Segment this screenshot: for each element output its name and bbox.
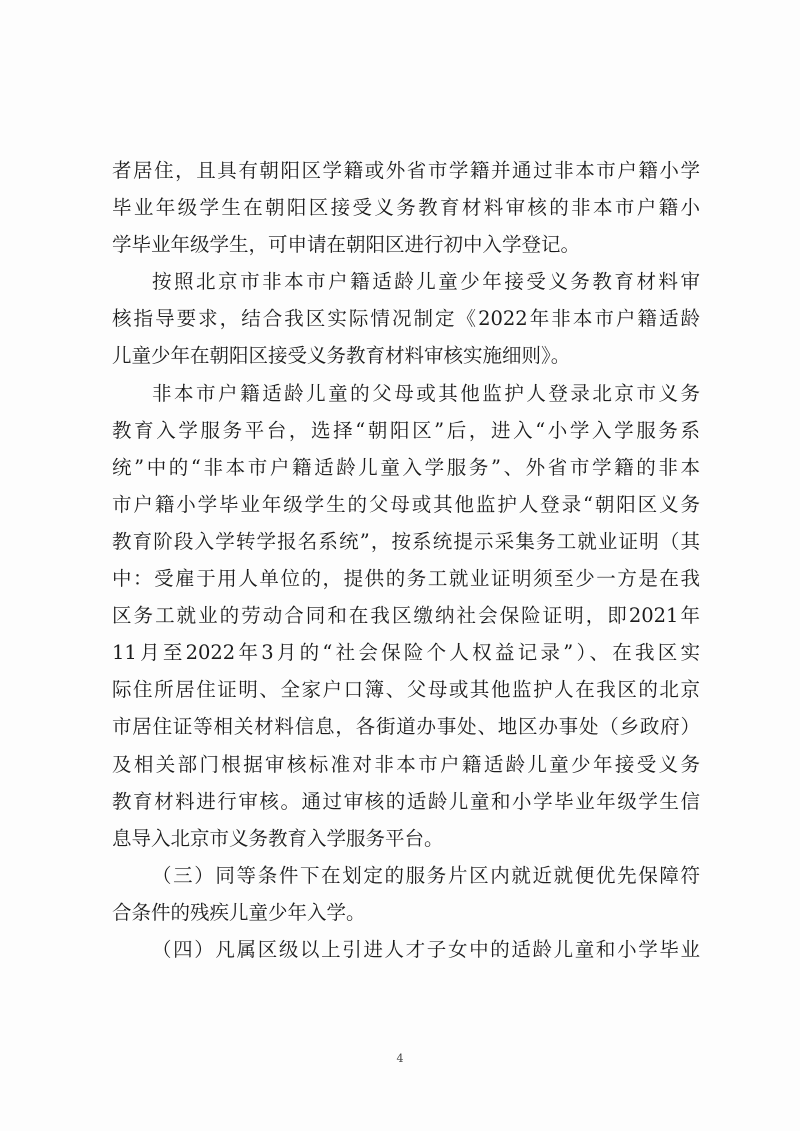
paragraph-procedure (112, 375, 700, 857)
text-line: 息导入北京市义务教育入学服务平台。 (112, 826, 444, 850)
text-line: 核指导要求，结合我区实际情况制定《2022年非本市户籍适龄 (112, 307, 700, 331)
text-line: 中：受雇于用人单位的，提供的务工就业证明须至少一方是在我 (112, 567, 700, 591)
paragraph-continuation (112, 152, 700, 263)
text-line: 合条件的残疾儿童少年入学。 (112, 900, 366, 924)
text-line: 及相关部门根据审核标准对非本市户籍适龄儿童少年接受义务 (112, 752, 700, 776)
text-line: （四）凡属区级以上引进人才子女中的适龄儿童和小学毕业 (152, 937, 700, 961)
text-line: 统”中的“非本市户籍适龄儿童入学服务”、外省市学籍的非本 (112, 455, 700, 479)
text-line: 按照北京市非本市户籍适龄儿童少年接受义务教育材料审 (152, 270, 700, 294)
text-line: 毕业年级学生在朝阳区接受义务教育材料审核的非本市户籍小 (112, 196, 700, 220)
text-line: 非本市户籍适龄儿童的父母或其他监护人登录北京市义务 (152, 381, 700, 405)
text-line: 教育材料进行审核。通过审核的适龄儿童和小学毕业年级学生信 (112, 789, 700, 813)
paragraph-guidance (112, 263, 700, 374)
text-line: 市居住证等相关材料信息，各街道办事处、地区办事处（乡政府） (112, 715, 700, 739)
text-line: 学毕业年级学生，可申请在朝阳区进行初中入学登记。 (112, 233, 581, 257)
text-line: 教育阶段入学转学报名系统”，按系统提示采集务工就业证明（其 (112, 529, 700, 553)
text-line: 11月至2022年3月的“社会保险个人权益记录”）、在我区实 (112, 641, 700, 665)
body-text (112, 152, 700, 968)
text-line: （三）同等条件下在划定的服务片区内就近就便优先保障符 (152, 863, 700, 887)
text-line: 区务工就业的劳动合同和在我区缴纳社会保险证明，即2021年 (112, 604, 700, 628)
text-line: 者居住，且具有朝阳区学籍或外省市学籍并通过非本市户籍小学 (112, 159, 700, 182)
text-line: 市户籍小学毕业年级学生的父母或其他监护人登录“朝阳区义务 (112, 492, 700, 516)
page-number: 4 (396, 1052, 404, 1065)
paragraph-item-three (112, 857, 700, 931)
text-line: 儿童少年在朝阳区接受义务教育材料审核实施细则》。 (112, 344, 571, 368)
text-line: 际住所居住证明、全家户口簿、父母或其他监护人在我区的北京 (112, 678, 700, 702)
text-line: 教育入学服务平台，选择“朝阳区”后，进入“小学入学服务系 (112, 418, 700, 442)
paragraph-item-four (112, 931, 700, 968)
